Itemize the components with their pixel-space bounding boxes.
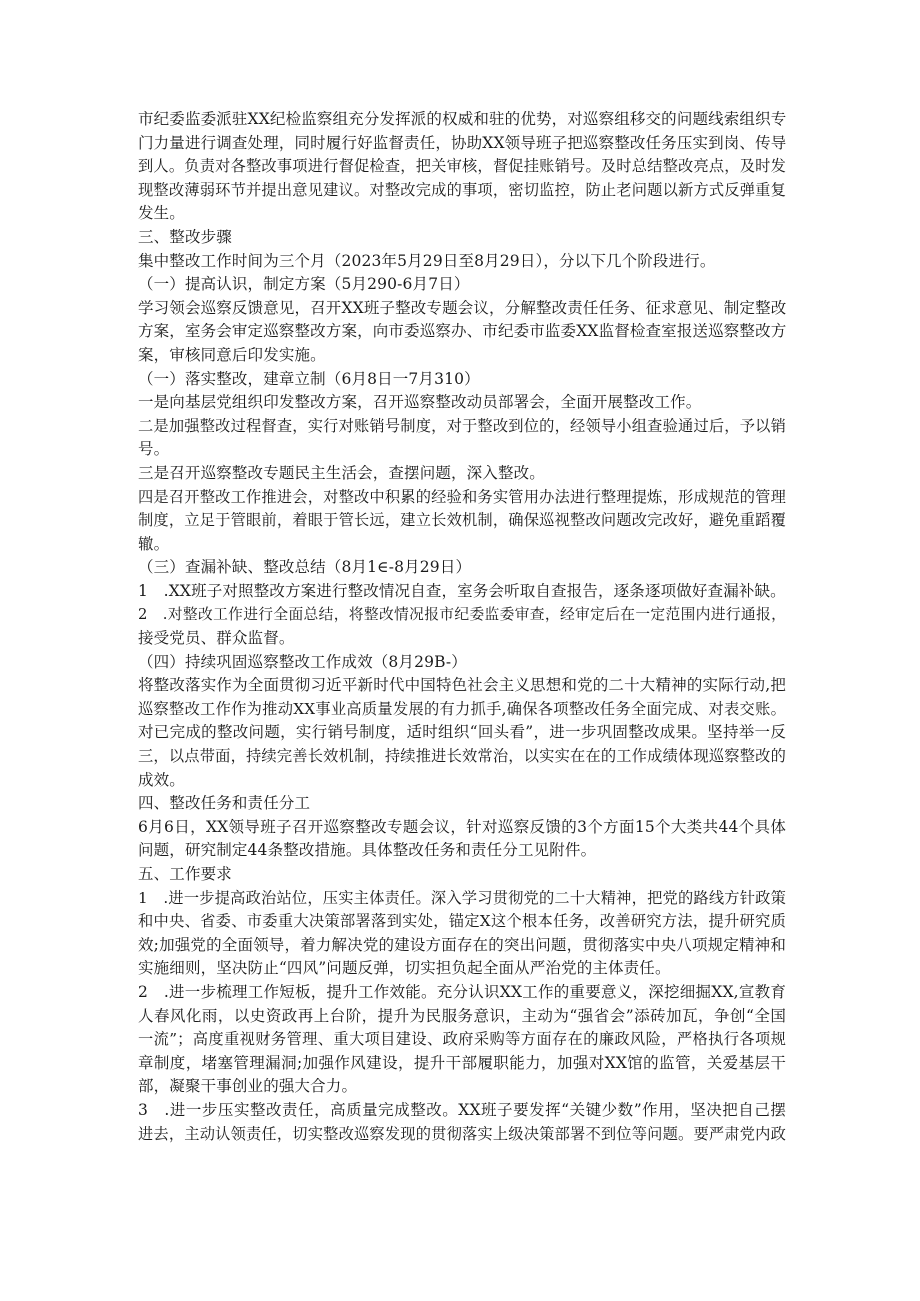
document-body	[138, 108, 786, 1146]
text-line: 部，凝聚干事创业的强大合力。	[138, 1077, 358, 1096]
text-line: 四是召开整改工作推进会，对整改中积累的经验和务实管用办法进行整理提炼，形成规范的管理	[138, 487, 786, 506]
text-line: 章制度，堵塞管理漏洞;加强作风建设，提升干部履职能力，加强对XX馆的监管，关爱基层干	[138, 1053, 786, 1072]
text-line: 四、整改任务和责任分工	[138, 794, 311, 813]
text-line: 三，以点带面，持续完善长效机制，持续推进长效常治，以实实在在的工作成绩体现巡察整改的	[138, 747, 786, 766]
text-line: （三）查漏补缺、整改总结（8月1∈-8月29日）	[138, 558, 472, 577]
text-line: 五、工作要求	[138, 865, 232, 883]
text-line: 3 .进一步压实整改责任，高质量完成整改。XX班子要发挥“关键少数”作用，坚决把自己摆	[138, 1100, 786, 1119]
text-line: 2 .对整改工作进行全面总结，将整改情况报市纪委监委审查，经审定后在一定范围内进行通报，	[138, 606, 786, 624]
text-line: 1 .XX班子对照整改方案进行整改情况自查，室务会听取自查报告，逐条逐项做好查漏补缺。	[138, 581, 786, 600]
text-line: 问题，研究制定44条整改措施。具体整改任务和责任分工见附件。	[138, 841, 597, 860]
text-line: 一是向基层党组织印发整改方案，召开巡察整改动员部署会，全面开展整改工作。	[138, 393, 702, 412]
text-line: （一）提高认识，制定方案（5月290-6月7日）	[138, 275, 470, 294]
text-line: 将整改落实作为全面贯彻习近平新时代中国特色社会主义思想和党的二十大精神的实际行动,把	[138, 676, 786, 695]
text-line: 成效。	[138, 770, 185, 789]
text-line: 现整改薄弱环节并提出意见建议。对整改完成的事项，密切监控，防止老问题以新方式反弹重复	[138, 180, 786, 199]
text-line: 制度，立足于管眼前，着眼于管长远，建立长效机制，确保巡视整改问题改完改好，避免重蹈覆	[138, 511, 786, 530]
text-line: 辙。	[138, 534, 170, 553]
text-line: 二是加强整改过程督查，实行对账销号制度，对于整改到位的，经领导小组查验通过后，予以销	[138, 416, 786, 435]
text-line: 集中整改工作时间为三个月（2023年5月29日至8月29日），分以下几个阶段进行。	[138, 251, 716, 270]
text-line: 接受党员、群众监督。	[138, 629, 295, 648]
text-line: 实施细则，坚决防止“四风”问题反弹，切实担负起全面从严治党的主体责任。	[138, 959, 671, 978]
text-line: 6月6日，XX领导班子召开巡察整改专题会议，针对巡察反馈的3个方面15个大类共44个具体	[138, 817, 786, 836]
text-line: 对已完成的整改问题，实行销号制度，适时组织“回头看”，进一步巩固整改成果。坚持举一反	[138, 723, 786, 742]
text-line: 学习领会巡察反馈意见，召开XX班子整改专题会议，分解整改责任任务、征求意见、制定整改	[138, 298, 786, 317]
text-line: 三是召开巡察整改专题民主生活会，查摆问题，深入整改。	[138, 463, 545, 482]
text-line: 案，审核同意后印发实施。	[138, 345, 326, 364]
text-line: 巡察整改工作作为推动XX事业高质量发展的有力抓手,确保各项整改任务全面完成、对表交账。	[138, 699, 786, 718]
text-line: 人春风化雨，以史资政再上台阶，提升为民服务意识，主动为“强省会”添砖加瓦，争创“全国	[138, 1006, 786, 1025]
text-line: 发生。	[138, 204, 185, 223]
text-line: 效;加强党的全面领导，着力解决党的建设方面存在的突出问题，贯彻落实中央八项规定精神和	[138, 935, 786, 954]
text-line: 市纪委监委派驻XX纪检监察组充分发挥派的权威和驻的优势，对巡察组移交的问题线索组织专	[138, 110, 786, 128]
text-line: 2 .进一步梳理工作短板，提升工作效能。充分认识XX工作的重要意义，深挖细掘XX,宣教育	[138, 982, 786, 1001]
text-line: 1 .进一步提高政治站位，压实主体责任。深入学习贯彻党的二十大精神，把党的路线方针政策	[138, 888, 786, 907]
text-line: （四）持续巩固巡察整改工作成效（8月29B-）	[138, 652, 467, 671]
text-line: 到人。负责对各整改事项进行督促检查，把关审核，督促挂账销号。及时总结整改亮点，及时发	[138, 157, 786, 176]
text-line: 进去，主动认领责任，切实整改巡察发现的贯彻落实上级决策部署不到位等问题。要严肃党内政	[138, 1124, 786, 1143]
text-line: 三、整改步骤	[138, 227, 232, 246]
text-line: 号。	[138, 440, 170, 459]
text-line: 一流”；高度重视财务管理、重大项目建设、政府采购等方面存在的廉政风险，严格执行各项规	[138, 1030, 786, 1049]
text-line: 方案，室务会审定巡察整改方案，向市委巡察办、市纪委市监委XX监督检查室报送巡察整改方	[138, 322, 786, 341]
text-line: 门力量进行调查处理，同时履行好监督责任，协助XX领导班子把巡察整改任务压实到岗、传导	[138, 133, 786, 152]
text-line: 和中央、省委、市委重大决策部署落到实处，锚定X这个根本任务，改善研究方法，提升研究质	[138, 912, 786, 931]
text-line: （一）落实整改，建章立制（6月8日一7月310）	[138, 369, 480, 388]
